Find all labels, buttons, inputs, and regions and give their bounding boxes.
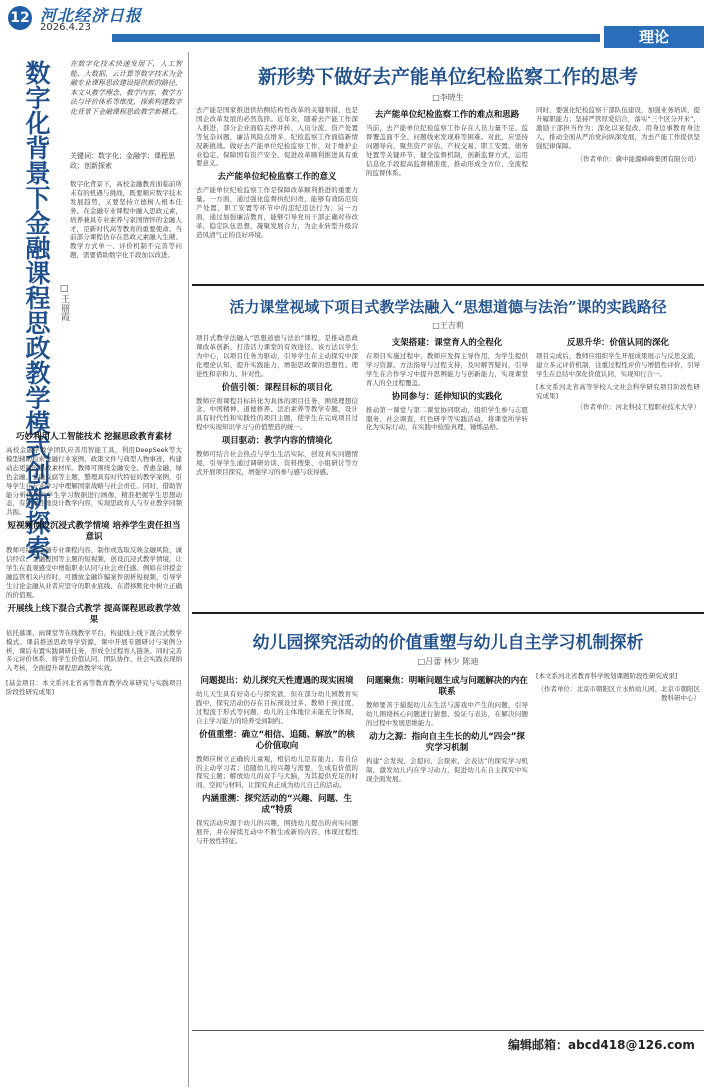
article-3-col-1 [196, 334, 358, 606]
article-3-heading-4: 协同参与：延伸知识的实践化 [391, 391, 503, 402]
article-2-heading-2: 去产能单位纪检监察工作的难点和思路 [374, 110, 520, 120]
article-3-intro: 项目式教学法融入“思想道德与法治”课程，是推动思政课改革创新、打造活力课堂的有效途径。该方法以学生为中心，以项目任务为驱动，引导学生在主动探究中深化理论认知、提升实践能力，增强思政课的思想性、理论性和亲和力、针对性。 [196, 334, 358, 378]
article-2-col-3 [536, 106, 700, 276]
article-2-intro: 去产能是国家推进供给侧结构性改革的关键举措，也是国企改革发展的必然选择。近年来，随着去产能工作深入推进，部分企业面临关停并转、人员分流、资产处置等复杂问题，廉洁风险点增多，纪检监察工作面临新情况新挑战。做好去产能单位纪检监察工作，对于维护企业稳定、保障国有资产安全、促进改革顺利推进具有重要意义。 [196, 106, 358, 168]
article-4-col-1 [196, 672, 358, 1028]
article-1-col-bottom [6, 428, 182, 1078]
article-1-text-1: 高校金融学教学团队应善用智能工具，利用DeepSeek等大模型辅助检索金融行业案例、政策文件与典型人物事迹，构建动态更新的思政素材库。教师可围绕金融安全、普惠金融、绿色金融、金融反腐等主题，整理具有时代特征的教学案例，引导学生在专业学习中理解国家战略与社会责任。同时，借助智能分析技术对学生学习数据进行画像，精准把握学生思想动态，有针对性地设计教学内容，实现思政育人与专业教学同频共振。 [6, 446, 182, 517]
article-3 [192, 288, 704, 610]
newspaper-name: 河北经济日报 [40, 6, 143, 25]
article-2-title: 新形势下做好去产能单位纪检监察工作的思考 [257, 66, 638, 88]
article-3-text-3: 在项目实施过程中，教师应发挥主导作用，为学生提供学习资源、方法指导与过程支持，及时解答疑问，引导学生在合作学习中提升思辨能力与创新能力，实现课堂育人的全过程覆盖。 [366, 352, 528, 387]
article-1-text-3: 依托慕课、雨课堂等在线教学平台，构建线上线下混合式教学模式。课前推送思政导学资源，课中开展专题研讨与案例分析，课后布置实践调研任务，形成全过程育人链条。同时完善多元评价体系，将学生价值认同、团队协作、社会实践表现纳入考核，全面提升课程思政教学实效。 [6, 628, 182, 673]
article-2-col-2 [366, 106, 528, 276]
article-4 [192, 616, 704, 1030]
article-1-heading-3: 开展线上线下混合式教学 提高课程思政教学效果 [7, 603, 181, 625]
article-3-heading-5: 反思升华：价值认同的深化 [566, 338, 669, 348]
article-2-author: □李晓生 [432, 93, 464, 102]
article-2-text-3: 同时，要强化纪检监察干部队伍建设，加强业务培训，提升履职能力；坚持严管厚爱结合，落实“三个区分开来”，激励干部担当作为；深化以案促改，用身边事教育身边人，推动全面从严治党向纵深发展，为去产能工作提供坚强纪律保障。 [536, 106, 700, 150]
article-4-heading-2: 价值重塑：确立“相信、追随、解放”的核心价值取向 [199, 729, 355, 751]
header-band [112, 34, 600, 42]
article-2-col-1 [196, 106, 358, 276]
article-3-affiliation: （作者单位：河北科技工程职业技术大学） [576, 402, 700, 411]
article-4-heading-3: 内涵重溯：探究活动的“兴趣、问题、生成”特质 [201, 794, 353, 816]
divider-2 [192, 284, 704, 286]
article-1 [0, 48, 186, 1091]
article-2-text-2: 当前，去产能单位纪检监察工作存在人员力量不足、监督覆盖面不全、问题线索发现难等困难。对此，应坚持问题导向，聚焦资产评估、产权交易、职工安置、债务处置等关键环节，健全监督机制，创新监督方式，运用信息化手段提高监督精准度，推动形成全方位、全流程的监督体系。 [366, 124, 528, 177]
article-4-funding: [本文系河北省教育科学规划课题阶段性研究成果] [536, 672, 678, 680]
article-4-col-2 [366, 672, 528, 1028]
article-3-text-5: 项目完成后，教师应组织学生开展成果展示与反思交流，建立多元评价机制，注重过程性评价与增值性评价，引导学生在总结中深化价值认同，实现知行合一。 [536, 352, 700, 378]
article-4-affiliation: （作者单位：北京市朝阳区立水桥幼儿园、北京市朝阳区教科研中心） [537, 684, 700, 702]
section-badge: 理论 [604, 26, 704, 48]
article-4-text-2: 教师应树立正确的儿童观，相信幼儿是有能力、有自信的主动学习者；追随幼儿的兴趣与需要，生成有价值的探究主题；解放幼儿的双手与大脑，为其提供充足的时间、空间与材料，让探究真正成为幼儿自己的活动。 [196, 754, 358, 790]
article-3-col-3 [536, 334, 700, 606]
article-2-text-1: 去产能单位纪检监察工作是保障改革顺利推进的重要力量。一方面，通过强化监督执纪问责，能够有效防范资产处置、职工安置等环节中的违纪违法行为；另一方面，通过加强廉洁教育，能够引导党员干部正确对待改革，稳定队伍思想，凝聚发展合力，为企业转型升级营造风清气正的良好环境。 [196, 186, 358, 239]
editor-email-box [508, 1034, 708, 1056]
column-divider [188, 52, 189, 1087]
article-2-affiliation: （作者单位：冀中能源峰峰集团有限公司） [576, 154, 700, 163]
article-4-heading-1: 问题提出：幼儿探究天性遭遇的现实困境 [200, 676, 354, 686]
article-2 [192, 52, 704, 280]
article-1-heading-2: 短视频创设沉浸式教学情境 培养学生责任担当意识 [7, 521, 181, 543]
article-1-funding: [基金项目：本文系河北省高等教育教学改革研究与实践项目阶段性研究成果] [6, 679, 182, 697]
article-1-title: 数字化背景下金融课程思政教学模式创新探索 [22, 60, 51, 560]
article-1-keywords: 关键词：数字化；金融学；课程思政；创新探索 [70, 152, 175, 170]
article-4-text-1: 幼儿天生具有好奇心与探究欲，但在部分幼儿园教育实践中，探究活动仍存在目标预设过多、教师干预过度、过程流于形式等问题，幼儿的主体地位未能充分体现，自主学习能力的培养受到制约。 [196, 690, 358, 725]
publication-date: 2026.4.23 [40, 22, 91, 33]
footer-rule [192, 1030, 704, 1031]
editor-email-label: 编辑邮箱： [508, 1038, 569, 1052]
article-1-summary: 在数字化技术快速发展下，人工智能、大数据、云计算等数字技术为金融专业课程思政建设提供新的路径，本文从教学理念、教学内容、教学方法与评价体系等维度，探索构建数字化背景下金融课程思政教学新模式。 [70, 60, 182, 116]
article-1-text-2: 教师可结合金融专业课程内容，制作或选取反映金融风险、诚信经营、金融报国等主题的短视频，创设沉浸式教学情境，让学生在直观感受中增强职业认同与社会责任感。例如在讲授金融监管相关内容时，可播放金融诈骗案件剖析短视频，引导学生讨论金融从业者应坚守的职业底线，在潜移默化中树立正确的价值观。 [6, 546, 182, 599]
article-3-author: □王吉莉 [432, 321, 464, 330]
article-4-title: 幼儿园探究活动的价值重塑与幼儿自主学习机制探析 [252, 633, 644, 653]
article-4-text-4: 教师要善于捕捉幼儿在生活与游戏中产生的问题，引导幼儿围绕核心问题进行猜想、验证与表达，在解决问题的过程中发展思维能力。 [366, 701, 528, 727]
article-4-heading-5: 动力之源：指向自主生长的幼儿“四会”探究学习机制 [369, 731, 525, 753]
article-1-intro: 数字化背景下，高校金融教育面临前所未有的机遇与挑战，既要顺应数字技术发展趋势，又要坚持立德树人根本任务。在金融专业课程中融入思政元素，培养兼具专业素养与家国情怀的金融人才，是新时代高等教育的重要使命。当前部分课程仍存在思政元素融入生硬、教学方式单一、评价机制不完善等问题，需要借助数字化手段加以改进。 [70, 180, 182, 260]
article-4-text-5: 构建“会发现、会提问、会探索、会表达”的探究学习机制，激发幼儿内在学习动力，促进幼儿在自主探究中实现全面发展。 [366, 756, 528, 783]
article-4-author: □吕蕾 林少 陈迪 [417, 657, 479, 666]
article-3-funding: [本文系河北省高等学校人文社会科学研究项目阶段性研究成果] [536, 382, 700, 400]
article-3-title: 活力课堂视域下项目式教学法融入“思想道德与法治”课的实践路径 [229, 298, 667, 316]
article-3-heading-3: 支架搭建：课堂育人的全程化 [391, 338, 503, 348]
article-2-heading-1: 去产能单位纪检监察工作的意义 [217, 172, 337, 183]
article-3-text-1: 教师应将课程目标转化为具体的项目任务，围绕理想信念、中国精神、道德修养、法治素养等教学专题，设计具有时代性和实践性的项目主题，使学生在完成项目过程中实现知识学习与价值塑造的统一。 [196, 396, 358, 432]
article-1-author: □王丽霞 [59, 284, 69, 321]
page-header [0, 0, 708, 46]
article-3-heading-2: 项目驱动：教学内容的情境化 [221, 436, 333, 447]
divider-3 [192, 612, 704, 614]
article-3-text-4: 推动第一课堂与第二课堂协同联动，组织学生参与志愿服务、社会调查、红色研学等实践活动，将课堂所学转化为实际行动，在实践中检验真理、锤炼品格。 [366, 405, 528, 432]
article-3-col-2 [366, 334, 528, 606]
page-number: 12 [8, 6, 32, 30]
editor-email[interactable]: abcd418@126.com [568, 1038, 695, 1052]
article-1-col-top [70, 180, 182, 410]
article-4-text-3: 探究活动应源于幼儿的兴趣，围绕幼儿提出的真实问题展开，并在持续互动中不断生成新的内容，体现过程性与开放性特征。 [196, 819, 358, 846]
article-3-text-2: 教师可结合社会热点与学生生活实际，创设真实问题情境，引导学生通过调研访谈、资料搜集、小组研讨等方式开展项目探究，增强学习的参与感与获得感。 [196, 450, 358, 476]
article-1-heading-1: 巧妙利用人工智能技术 挖掘思政教育素材 [16, 432, 172, 442]
article-4-heading-4: 问题聚焦：明晰问题生成与问题解决的内在联系 [366, 676, 528, 697]
article-4-col-3 [536, 672, 700, 1028]
article-3-heading-1: 价值引领：课程目标的项目化 [221, 382, 333, 393]
